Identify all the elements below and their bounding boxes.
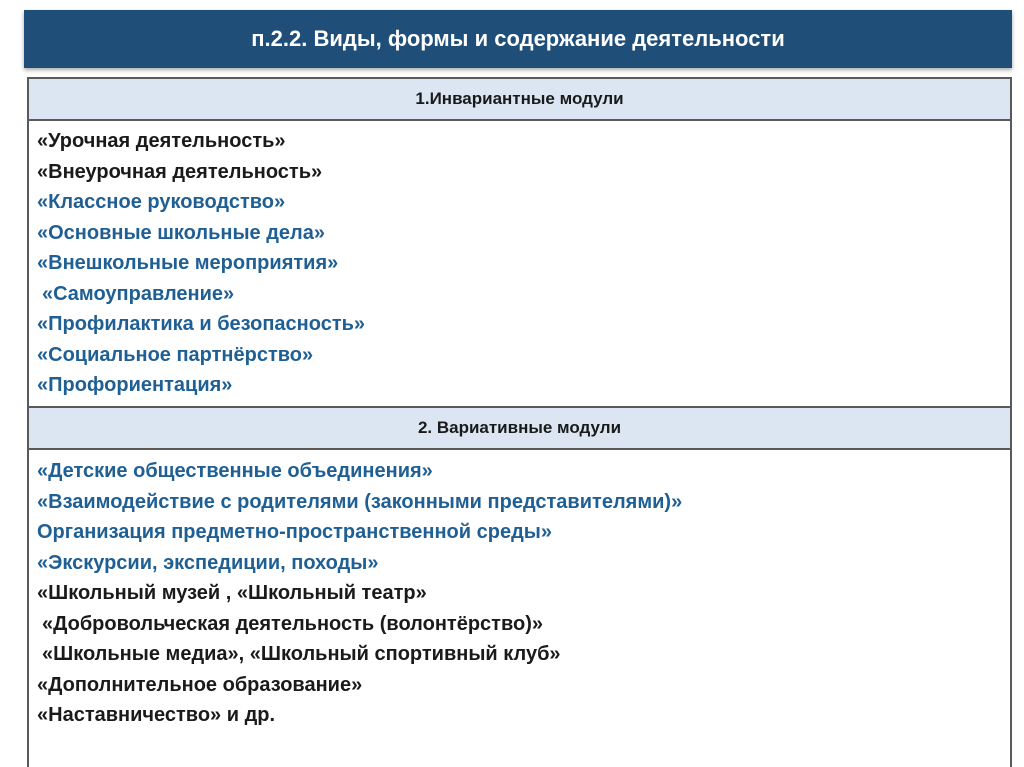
invariant-modules-header — [29, 79, 1010, 121]
invariant-modules-list — [29, 121, 1010, 406]
variative-modules-header-text: 2. Вариативные модули — [417, 418, 622, 437]
module-item: Организация предметно-пространственной среды» — [37, 521, 552, 543]
module-item: «Школьные медиа», «Школьный спортивный клуб» — [42, 643, 561, 665]
module-item: «Социальное партнёрство» — [37, 343, 314, 366]
module-item: «Внешкольные мероприятия» — [37, 252, 339, 274]
slide-title-text: п.2.2. Виды, формы и содержание деятельности — [251, 26, 785, 51]
module-item: «Урочная деятельность» — [37, 130, 286, 152]
module-item: «Добровольческая деятельность (волонтёрство)» — [42, 612, 544, 635]
module-item: «Классное руководство» — [37, 191, 286, 213]
invariant-modules-header-text: 1.Инвариантные модули — [415, 89, 624, 108]
slide-title — [24, 10, 1012, 68]
module-item: «Дополнительное образование» — [37, 673, 363, 696]
modules-table — [27, 77, 1012, 767]
module-item: «Профилактика и безопасность» — [37, 313, 366, 335]
module-item: «Профориентация» — [37, 374, 233, 396]
variative-modules-list — [29, 450, 1010, 731]
module-item: «Внеурочная деятельность» — [37, 160, 323, 183]
module-item: «Школьный музей , «Школьный театр» — [37, 582, 427, 604]
variative-modules-header — [29, 406, 1010, 450]
module-item: «Детские общественные объединения» — [37, 460, 433, 482]
module-item: «Основные школьные дела» — [37, 221, 325, 244]
module-item: «Взаимодействие с родителями (законными представителями)» — [37, 490, 683, 513]
module-item: «Экскурсии, экспедиции, походы» — [37, 551, 379, 574]
module-item: «Самоуправление» — [42, 282, 235, 305]
module-item: «Наставничество» и др. — [37, 704, 276, 726]
